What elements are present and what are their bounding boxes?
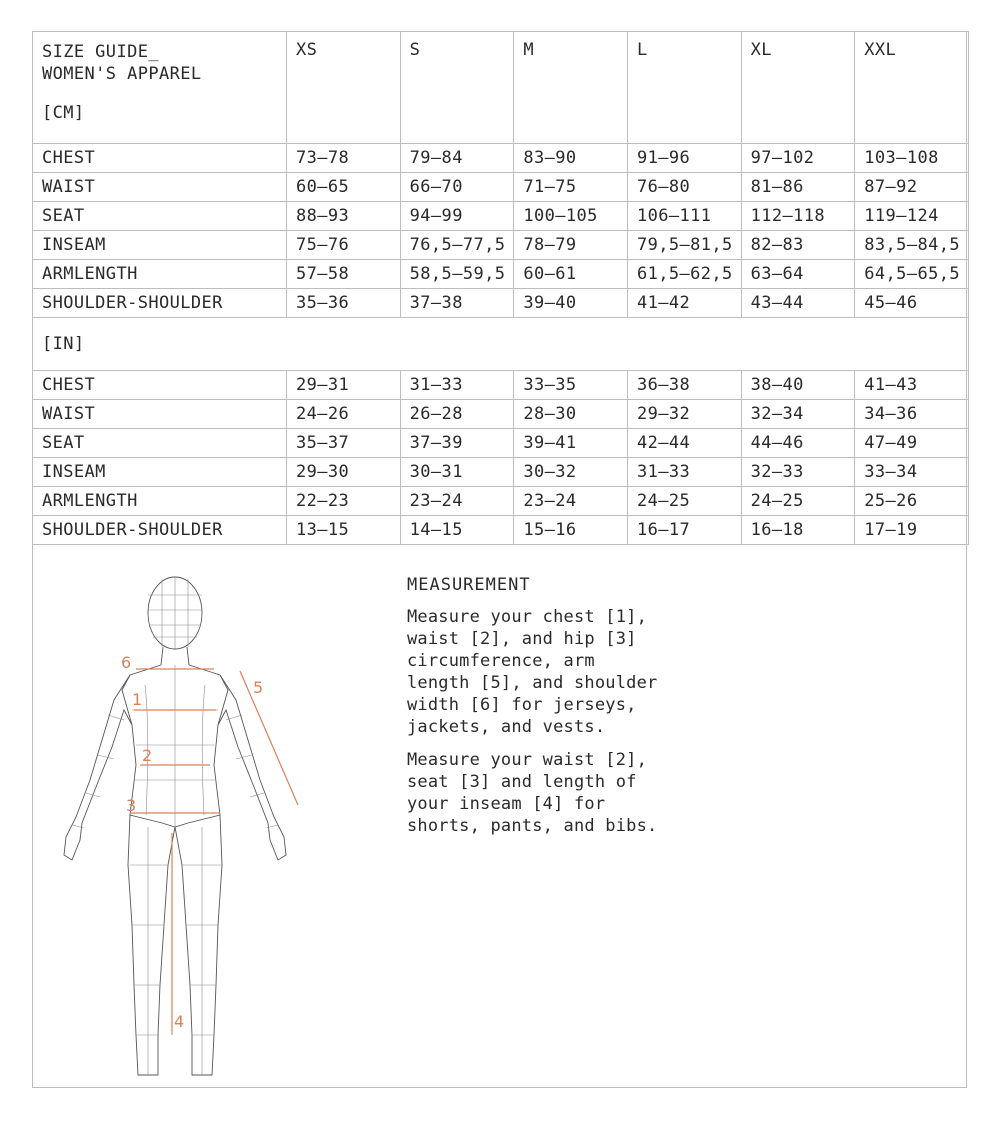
marker-2: 2 [142,746,153,765]
unit-section-row [33,318,969,371]
size-value-cell: 97–102 [741,144,855,173]
size-value-cell: 76,5–77,5 [400,231,514,260]
size-header-s: S [400,32,514,144]
size-value-cell: 103–108 [855,144,969,173]
size-value-cell: 16–18 [741,516,855,545]
figure-legs [128,815,222,1075]
measure-label: WAIST [33,400,287,429]
table-row [33,231,969,260]
marker-4: 4 [174,1012,185,1031]
figure-left-arm [64,675,132,860]
size-value-cell: 39–41 [514,429,628,458]
measure-label: INSEAM [33,231,287,260]
size-value-cell: 41–43 [855,371,969,400]
size-value-cell: 29–32 [627,400,741,429]
size-value-cell: 44–46 [741,429,855,458]
size-value-cell: 22–23 [287,487,401,516]
size-value-cell: 60–65 [287,173,401,202]
size-value-cell: 35–36 [287,289,401,318]
table-title-line2: WOMEN'S APPAREL [42,64,202,84]
table-row [33,429,969,458]
size-value-cell: 24–26 [287,400,401,429]
size-value-cell: 26–28 [400,400,514,429]
size-value-cell: 63–64 [741,260,855,289]
size-value-cell: 30–32 [514,458,628,487]
size-value-cell: 83–90 [514,144,628,173]
measurement-guides [130,669,298,1035]
size-table [32,31,969,545]
size-value-cell: 78–79 [514,231,628,260]
table-title-cell [33,32,287,144]
size-value-cell: 106–111 [627,202,741,231]
size-value-cell: 37–38 [400,289,514,318]
size-value-cell: 32–33 [741,458,855,487]
size-value-cell: 24–25 [741,487,855,516]
measure-label: INSEAM [33,458,287,487]
size-header-l: L [627,32,741,144]
measure-label: SEAT [33,202,287,231]
arm-guide [240,671,298,805]
table-row [33,289,969,318]
size-value-cell: 42–44 [627,429,741,458]
size-value-cell: 23–24 [400,487,514,516]
size-value-cell: 64,5–65,5 [855,260,969,289]
size-value-cell: 31–33 [400,371,514,400]
size-header-xxl: XXL [855,32,969,144]
table-row [33,371,969,400]
size-value-cell: 58,5–59,5 [400,260,514,289]
size-value-cell: 36–38 [627,371,741,400]
size-value-cell: 112–118 [741,202,855,231]
table-title-line1: SIZE GUIDE_ [42,42,159,62]
size-value-cell: 23–24 [514,487,628,516]
size-value-cell: 41–42 [627,289,741,318]
size-header-xs: XS [287,32,401,144]
size-value-cell: 88–93 [287,202,401,231]
size-value-cell: 28–30 [514,400,628,429]
table-row [33,173,969,202]
marker-6: 6 [121,653,132,672]
size-value-cell: 33–34 [855,458,969,487]
size-value-cell: 60–61 [514,260,628,289]
size-value-cell: 119–124 [855,202,969,231]
measure-label: ARMLENGTH [33,260,287,289]
size-value-cell: 83,5–84,5 [855,231,969,260]
table-row [33,400,969,429]
measure-label: SHOULDER-SHOULDER [33,516,287,545]
size-value-cell: 16–17 [627,516,741,545]
size-header-xl: XL [741,32,855,144]
size-value-cell: 35–37 [287,429,401,458]
size-value-cell: 25–26 [855,487,969,516]
size-value-cell: 38–40 [741,371,855,400]
table-header-row [33,32,969,144]
size-value-cell: 39–40 [514,289,628,318]
measure-label: ARMLENGTH [33,487,287,516]
marker-5: 5 [253,678,264,697]
body-measurement-figure [50,565,310,1085]
measure-label: CHEST [33,144,287,173]
size-value-cell: 57–58 [287,260,401,289]
size-value-cell: 94–99 [400,202,514,231]
table-row [33,458,969,487]
table-row [33,516,969,545]
size-value-cell: 100–105 [514,202,628,231]
size-value-cell: 24–25 [627,487,741,516]
measure-label: WAIST [33,173,287,202]
measure-label: SEAT [33,429,287,458]
measurement-title: MEASUREMENT [407,575,531,595]
table-row [33,144,969,173]
size-value-cell: 66–70 [400,173,514,202]
table-row [33,260,969,289]
measurement-paragraph-bottoms: Measure your waist [2], seat [3] and length of your inseam [4] for shorts, pants, and bibs. [407,750,658,836]
size-value-cell: 91–96 [627,144,741,173]
size-value-cell: 34–36 [855,400,969,429]
size-value-cell: 81–86 [741,173,855,202]
table-row [33,202,969,231]
size-value-cell: 47–49 [855,429,969,458]
size-value-cell: 79–84 [400,144,514,173]
size-value-cell: 32–34 [741,400,855,429]
size-value-cell: 75–76 [287,231,401,260]
size-value-cell: 87–92 [855,173,969,202]
size-header-m: M [514,32,628,144]
size-value-cell: 33–35 [514,371,628,400]
marker-3: 3 [126,796,137,815]
size-value-cell: 29–30 [287,458,401,487]
size-value-cell: 61,5–62,5 [627,260,741,289]
size-value-cell: 76–80 [627,173,741,202]
unit-in-label: [IN] [33,318,969,371]
table-row [33,487,969,516]
figure-head [148,577,202,665]
size-value-cell: 71–75 [514,173,628,202]
measurement-paragraph-tops: Measure your chest [1], waist [2], and hip [3] circumference, arm length [5], and shoulder width [6] for jerseys, jackets, and vests. [407,607,658,737]
size-value-cell: 15–16 [514,516,628,545]
size-value-cell: 37–39 [400,429,514,458]
size-value-cell: 31–33 [627,458,741,487]
size-value-cell: 79,5–81,5 [627,231,741,260]
size-value-cell: 45–46 [855,289,969,318]
size-value-cell: 17–19 [855,516,969,545]
figure-right-arm [218,675,286,860]
measure-label: SHOULDER-SHOULDER [33,289,287,318]
size-value-cell: 43–44 [741,289,855,318]
unit-cm-label: [CM] [42,103,85,123]
size-value-cell: 30–31 [400,458,514,487]
size-value-cell: 82–83 [741,231,855,260]
size-value-cell: 14–15 [400,516,514,545]
measurement-instructions [407,574,707,848]
size-value-cell: 29–31 [287,371,401,400]
size-value-cell: 13–15 [287,516,401,545]
marker-1: 1 [132,690,143,709]
measure-label: CHEST [33,371,287,400]
size-value-cell: 73–78 [287,144,401,173]
